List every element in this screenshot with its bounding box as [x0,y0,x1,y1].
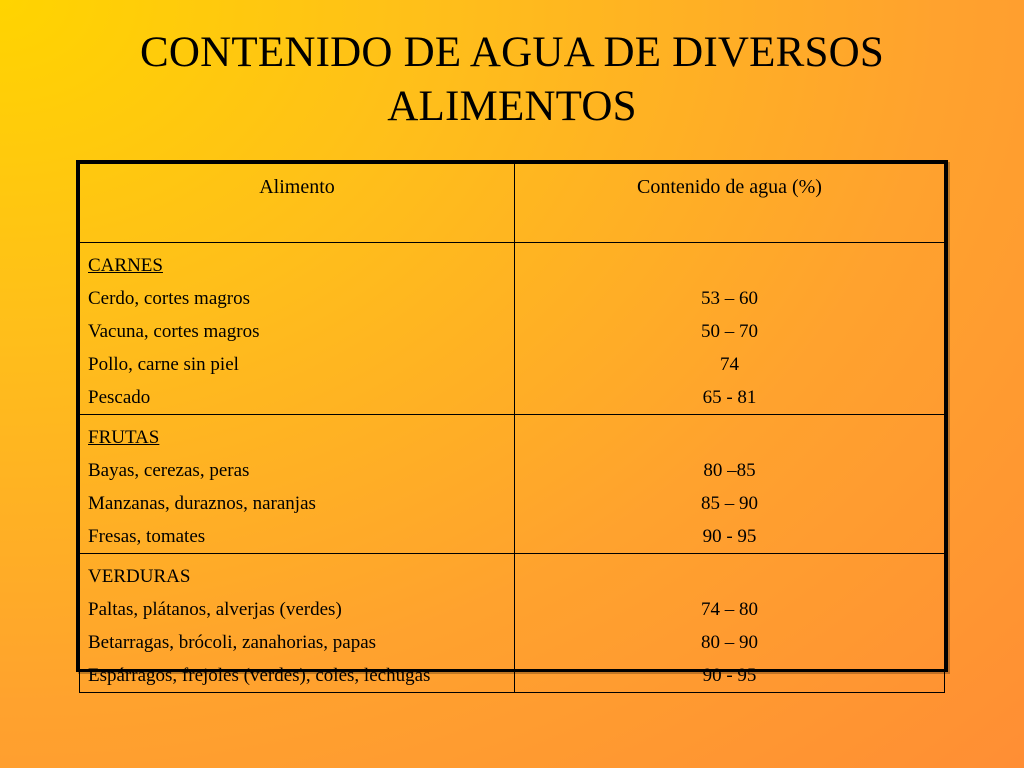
value-cell [515,415,945,554]
water-value: 65 - 81 [702,387,757,408]
food-name: Vacuna, cortes magros [88,321,260,342]
food-name: Pollo, carne sin piel [88,354,239,375]
food-cell [80,415,515,554]
category-label: CARNES [88,255,163,276]
title-line-1: CONTENIDO DE AGUA DE DIVERSOS [140,29,884,76]
water-value: 80 –85 [703,460,756,481]
value-cell [515,243,945,415]
water-value: 90 - 95 [702,665,757,686]
water-value: 53 – 60 [701,288,758,309]
food-name: Paltas, plátanos, alverjas (verdes) [88,599,342,620]
food-name: Betarragas, brócoli, zanahorias, papas [88,632,377,653]
header-row [80,164,945,243]
water-value: 74 – 80 [701,599,758,620]
table [79,163,945,693]
group-row-verduras [80,554,945,693]
food-name: Fresas, tomates [88,526,206,547]
group-row-carnes [80,243,945,415]
food-name: Espárragos, frejoles (verdes), coles, lechugas [88,665,431,686]
category-label: VERDURAS [88,566,191,587]
water-value: 50 – 70 [701,321,758,342]
water-value: 74 [720,354,739,375]
food-name: Manzanas, duraznos, naranjas [88,493,316,514]
food-cell [80,554,515,693]
header-food: Alimento [80,164,515,243]
food-cell [80,243,515,415]
water-value: 85 – 90 [701,493,758,514]
group-row-frutas [80,415,945,554]
slide-title [40,26,984,134]
header-water-content: Contenido de agua (%) [515,164,945,243]
value-cell [515,554,945,693]
water-content-table [76,160,948,686]
title-line-2: ALIMENTOS [387,83,637,130]
category-label: FRUTAS [88,427,160,448]
water-value: 80 – 90 [701,632,758,653]
water-value: 90 - 95 [702,526,757,547]
food-name: Cerdo, cortes magros [88,288,250,309]
food-name: Pescado [88,387,151,408]
food-name: Bayas, cerezas, peras [88,460,250,481]
